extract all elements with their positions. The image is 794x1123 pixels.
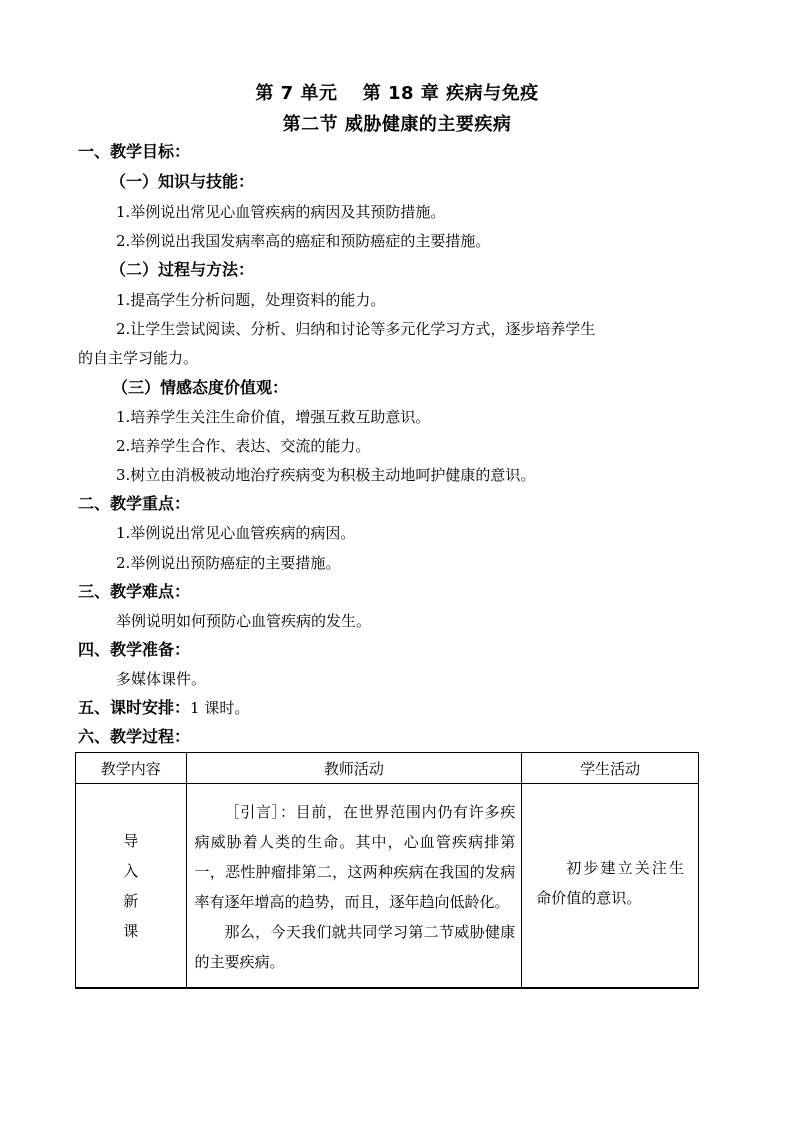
student-line: 注生命价值的意 — [536, 859, 684, 907]
teacher-line: 那么，今天我们就共同学习第二节威 — [224, 923, 470, 941]
teacher-paragraph — [195, 917, 516, 977]
content-char: 导 — [123, 832, 139, 850]
teacher-paragraph — [195, 797, 516, 917]
student-paragraph — [536, 853, 684, 913]
lesson-process-table — [75, 752, 699, 989]
heading-teaching-goals: 一、教学目标： — [78, 142, 191, 161]
cell-lesson-content — [76, 784, 187, 989]
header-teacher-activity: 教师活动 — [186, 753, 522, 784]
subheading-knowledge-skills: （一）知识与技能： — [110, 172, 255, 191]
heading-schedule — [78, 698, 249, 718]
schedule-value: 1 课时。 — [190, 699, 250, 717]
heading-preparation: 四、教学准备： — [78, 640, 191, 659]
teacher-line: ［引言］：目前，在世界范围内仍有许 — [224, 803, 485, 821]
teacher-line: 病在我国的发病率有逐年增高的趋势，而 — [194, 863, 516, 911]
document-subtitle: 第二节 威胁健康的主要疾病 — [282, 114, 512, 135]
goal-item: 1.培养学生关注生命价值，增强互救互助意识。 — [116, 408, 431, 426]
key-point-item: 2.举例说出预防癌症的主要措施。 — [116, 554, 341, 572]
student-line: 识。 — [611, 889, 642, 907]
teacher-line: 且，逐年趋向低龄化。 — [359, 893, 510, 911]
heading-difficulties: 三、教学难点： — [78, 582, 191, 601]
schedule-label: 五、课时安排： — [78, 698, 191, 717]
table-header-row — [76, 753, 699, 784]
goal-item: 2.让学生尝试阅读、分析、归纳和讨论等多元化学习方式，逐步培养学生 — [116, 320, 596, 338]
document-title: 第 7 单元 第 18 章 疾病与免疫 — [255, 83, 539, 104]
subheading-process-methods: （二）过程与方法： — [110, 260, 255, 279]
preparation-text: 多媒体课件。 — [116, 670, 207, 688]
key-point-item: 1.举例说出常见心血管疾病的病因。 — [116, 524, 356, 542]
heading-process: 六、教学过程： — [78, 727, 191, 746]
goal-item: 3.树立由消极被动地治疗疾病变为积极主动地呵护健康的意识。 — [116, 466, 536, 484]
teacher-line: 多疾病威胁着人类的生命。其中，心血管 — [194, 803, 516, 851]
table-row — [76, 784, 699, 989]
heading-key-points: 二、教学重点： — [78, 494, 191, 513]
subheading-attitude-values: （三）情感态度价值观： — [112, 378, 289, 397]
goal-item: 1.提高学生分析问题，处理资料的能力。 — [116, 291, 386, 309]
content-char: 入 — [123, 862, 139, 880]
content-char: 课 — [123, 922, 139, 940]
teacher-line: 疾病排第一，恶性肿瘤排第二，这两种疾 — [194, 833, 516, 881]
difficulty-text: 举例说明如何预防心血管疾病的发生。 — [116, 612, 372, 630]
goal-item: 1.举例说出常见心血管疾病的病因及其预防措施。 — [116, 203, 446, 221]
student-line: 初步建立关 — [566, 859, 652, 877]
table-bottom-rule — [75, 987, 699, 989]
goal-item: 2.培养学生合作、表达、交流的能力。 — [116, 437, 371, 455]
cell-teacher-activity — [186, 784, 522, 989]
header-content: 教学内容 — [76, 753, 187, 784]
goal-item-continued: 的自主学习能力。 — [78, 349, 199, 367]
cell-student-activity — [522, 784, 699, 989]
teacher-line: 胁健康的主要疾病。 — [194, 923, 516, 971]
header-student-activity: 学生活动 — [522, 753, 699, 784]
goal-item: 2.举例说出我国发病率高的癌症和预防癌症的主要措施。 — [116, 232, 491, 250]
content-char: 新 — [123, 892, 139, 910]
